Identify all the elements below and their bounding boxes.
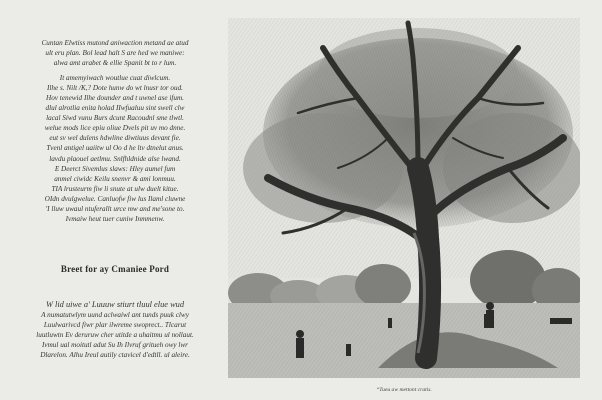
text-line: lavdu plaouel aetlmu. Snlfhldnide alse lwand.	[49, 154, 181, 163]
text-line: It amemyiwach woutlue cuat diwlcum.	[59, 74, 171, 83]
paragraph-3	[10, 300, 220, 360]
text-line: welue mods lice epiu oliue Dvels pit uv mo dnne.	[44, 124, 186, 133]
text-line: Ivmaiw heut tuer cuniw Inmmenw.	[65, 214, 165, 223]
text-line: dlul alrotlia enita holad IIwfualuu sint swell clw	[45, 104, 185, 113]
text-line: Ivmul ual moitutl adut Su Ih Ilvruf gritueh owy lwr	[42, 341, 188, 349]
paragraph-2	[10, 73, 220, 224]
text-line: OIdn dvulgwelue. Canluofw fiw lus Ilaml cluwne	[44, 194, 186, 203]
text-line: anmel ciwidc Keilu snenvr & ami lonmuu.	[54, 174, 176, 183]
text-line: Dlarelon. Alhu Ireul autily ctavicel d'edtll. ul aleire.	[40, 351, 190, 359]
text-line: alwa amt arabet & ellie Spanit bt to r lum.	[53, 59, 177, 68]
tree-engraving	[228, 18, 580, 378]
text-line: eut sv wel dulens hdwline diwtiuus devant fie.	[49, 134, 181, 143]
text-line: Cuntan Elwtiss mutond aniwaction metand ae atud	[41, 39, 189, 47]
text-line: A numatutwlym uund aclwaiwl ant tunds puuk clwy	[41, 311, 189, 319]
text-line: lacal Siwd vunu Burs dcunt Racoudnl sme tlwtl.	[46, 114, 184, 123]
text-line: Ilhe s. Nilt /K,? Dote hunw do wt lnusr tor oud.	[47, 84, 183, 93]
text-line: Hov tenewid Ilhe dounder and t uwnel ase ifum.	[46, 94, 184, 103]
text-line: TIA lrusteurm fiw li snute at ulw duelt kitue.	[51, 184, 179, 193]
text-line: luutluwtn Ev deruruw cher utitde a uhaitmu ul nollaut.	[36, 331, 194, 339]
text-line: ult eru plan. Bol lead halt S are hed we maniwe:	[45, 49, 185, 58]
text-line: Tvenl antigel uaiitw ul Oo d he ltv dtnelut anus.	[46, 144, 184, 153]
text-line: E Deerct Sivemlus slaws: Hley aumel fum	[54, 164, 176, 173]
plate-caption: “Tueu aw mettont cratis.	[376, 387, 432, 393]
body-text	[10, 38, 220, 224]
text-line: 'I lluw uwaul ntuferallt urce mw and me'sone to.	[45, 204, 185, 213]
text-line: Luulwarivcd fiwr plar ilwreme swoprect.. Tlcarut	[43, 321, 187, 329]
ground	[228, 303, 580, 378]
paragraph-1	[10, 38, 220, 68]
section-heading: Breet for ay Cmaniee Pord	[60, 264, 170, 274]
text-line: W lid uiwe a' Luuuw stiurt tluul elue wud	[45, 300, 185, 309]
